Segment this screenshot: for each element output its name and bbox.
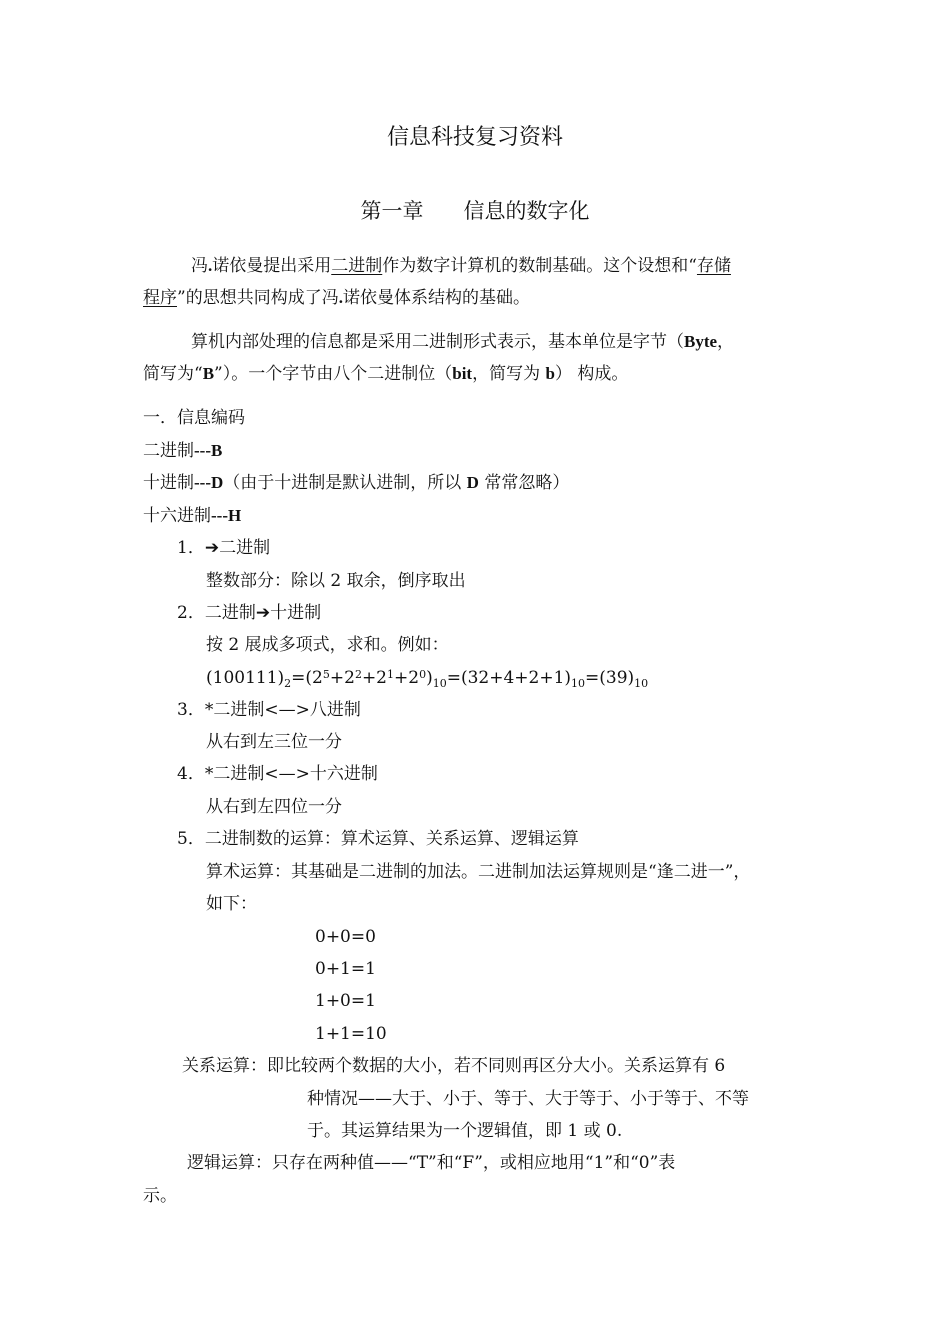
text: 十进制 xyxy=(270,603,322,623)
relation-line-2: 种情况——大于、小于、等于、大于等于、小于等于、不等 xyxy=(307,1089,749,1109)
section-heading: 一．信息编码 xyxy=(143,408,245,428)
example-formula xyxy=(206,667,648,689)
term-byte: Byte xyxy=(684,332,718,351)
text: 简写为“ xyxy=(143,364,203,384)
text: 二进制 xyxy=(204,603,256,623)
document-title: 信息科技复习资料 xyxy=(386,125,563,150)
list-item-5-desc-1: 算术运算：其基础是二进制的加法。二进制加法运算规则是“逢二进一”， xyxy=(206,862,751,882)
binary-label xyxy=(143,440,222,462)
subscript: 2 xyxy=(284,677,292,690)
text: =(32+4+2+1) xyxy=(446,668,572,688)
subscript: 10 xyxy=(432,677,447,690)
hex-label xyxy=(143,505,241,527)
text: +2 xyxy=(361,668,387,688)
chapter-number: 第一章 xyxy=(360,199,424,223)
text: ， xyxy=(717,332,735,352)
superscript: 0 xyxy=(419,668,427,681)
term-bit: bit xyxy=(452,364,473,383)
text: （由于十进制是默认进制，所以 xyxy=(223,473,467,493)
list-item-3-desc: 从右到左三位一分 xyxy=(206,732,342,752)
text: (100111) xyxy=(206,668,285,688)
relation-line-1: 关系运算：即比较两个数据的大小，若不同则再区分大小。关系运算有 6 xyxy=(182,1056,726,1076)
text: =(2 xyxy=(291,668,323,688)
code: ---B xyxy=(194,441,223,460)
term-b: b xyxy=(545,364,555,383)
code: ---D xyxy=(194,473,224,492)
text: 常常忽略） xyxy=(478,473,570,493)
text: 诺依曼提出采用 xyxy=(212,256,332,276)
superscript: 5 xyxy=(322,668,330,681)
list-item-2-desc: 按 2 展成多项式，求和。例如： xyxy=(206,635,449,655)
text: +2 xyxy=(329,668,355,688)
list-item-3 xyxy=(177,699,361,721)
superscript: 2 xyxy=(354,668,362,681)
chapter-title: 信息的数字化 xyxy=(463,199,590,223)
list-item-1-desc: 整数部分：除以 2 取余，倒序取出 xyxy=(206,571,466,591)
text: . xyxy=(338,288,343,307)
subscript: 10 xyxy=(634,677,649,690)
text: 二进制 xyxy=(219,538,271,558)
list-item-5-desc-2: 如下： xyxy=(206,894,257,914)
subscript: 10 xyxy=(571,677,586,690)
underlined-term-program: 程序 xyxy=(143,288,177,308)
text: 作为数字计算机的数制基础。这个设想和“ xyxy=(382,256,697,276)
item-number: 2． xyxy=(177,603,205,623)
code: D xyxy=(466,473,479,492)
item-number: 4． xyxy=(177,764,205,784)
paragraph-2-line-1 xyxy=(191,331,734,353)
list-item-4 xyxy=(177,763,378,785)
text: 冯 xyxy=(191,256,208,276)
chapter-heading xyxy=(0,195,950,225)
paragraph-1-line-2 xyxy=(143,287,530,309)
superscript: 1 xyxy=(387,668,394,681)
relation-line-3: 于。其运算结果为一个逻辑值，即 1 或 0. xyxy=(307,1121,623,1141)
text: 二进制 xyxy=(143,441,194,461)
right-arrow-icon: ➔ xyxy=(255,603,271,623)
text: ） 构成。 xyxy=(554,364,629,384)
text: 十进制 xyxy=(143,473,194,493)
underlined-term-binary: 二进制 xyxy=(331,256,383,276)
text: 算机内部处理的信息都是采用二进制形式表示，基本单位是字节（ xyxy=(191,332,684,352)
list-item-1 xyxy=(177,537,270,559)
text: ) xyxy=(426,668,433,688)
paragraph-2-line-2 xyxy=(143,363,628,385)
text: *二进制<—>八进制 xyxy=(204,700,361,720)
text: 十六进制 xyxy=(143,506,211,526)
list-item-4-desc: 从右到左四位一分 xyxy=(206,797,342,817)
logic-line-2: 示。 xyxy=(143,1186,177,1206)
text: ，简写为 xyxy=(472,364,546,384)
text: . xyxy=(208,256,213,275)
code: ---H xyxy=(211,506,242,525)
decimal-label xyxy=(143,472,569,494)
logic-line-1: 逻辑运算：只存在两种值——“T”和“F”，或相应地用“1”和“0”表 xyxy=(187,1153,676,1173)
text: +2 xyxy=(394,668,420,688)
right-arrow-icon: ➔ xyxy=(204,538,220,558)
list-item-5 xyxy=(177,828,579,850)
item-number: 3． xyxy=(177,700,205,720)
item-number: 1． xyxy=(177,538,205,558)
addition-rule: 1+0=1 xyxy=(315,991,376,1011)
text: 诺依曼体系结构的基础。 xyxy=(342,288,530,308)
addition-rule: 1+1=10 xyxy=(315,1024,387,1044)
addition-rule: 0+1=1 xyxy=(315,959,376,979)
term-B: B xyxy=(202,364,215,383)
text: =(39) xyxy=(585,668,635,688)
list-item-2 xyxy=(177,602,321,624)
text: 二进制数的运算：算术运算、关系运算、逻辑运算 xyxy=(204,829,579,849)
text: ”的思想共同构成了冯 xyxy=(177,288,339,308)
underlined-term-stored: 存储 xyxy=(696,256,731,276)
text: *二进制<—>十六进制 xyxy=(204,764,378,784)
paragraph-1-line-1 xyxy=(191,255,731,277)
addition-rule: 0+0=0 xyxy=(315,927,376,947)
text: ”）。一个字节由八个二进制位（ xyxy=(214,364,453,384)
item-number: 5． xyxy=(177,829,205,849)
